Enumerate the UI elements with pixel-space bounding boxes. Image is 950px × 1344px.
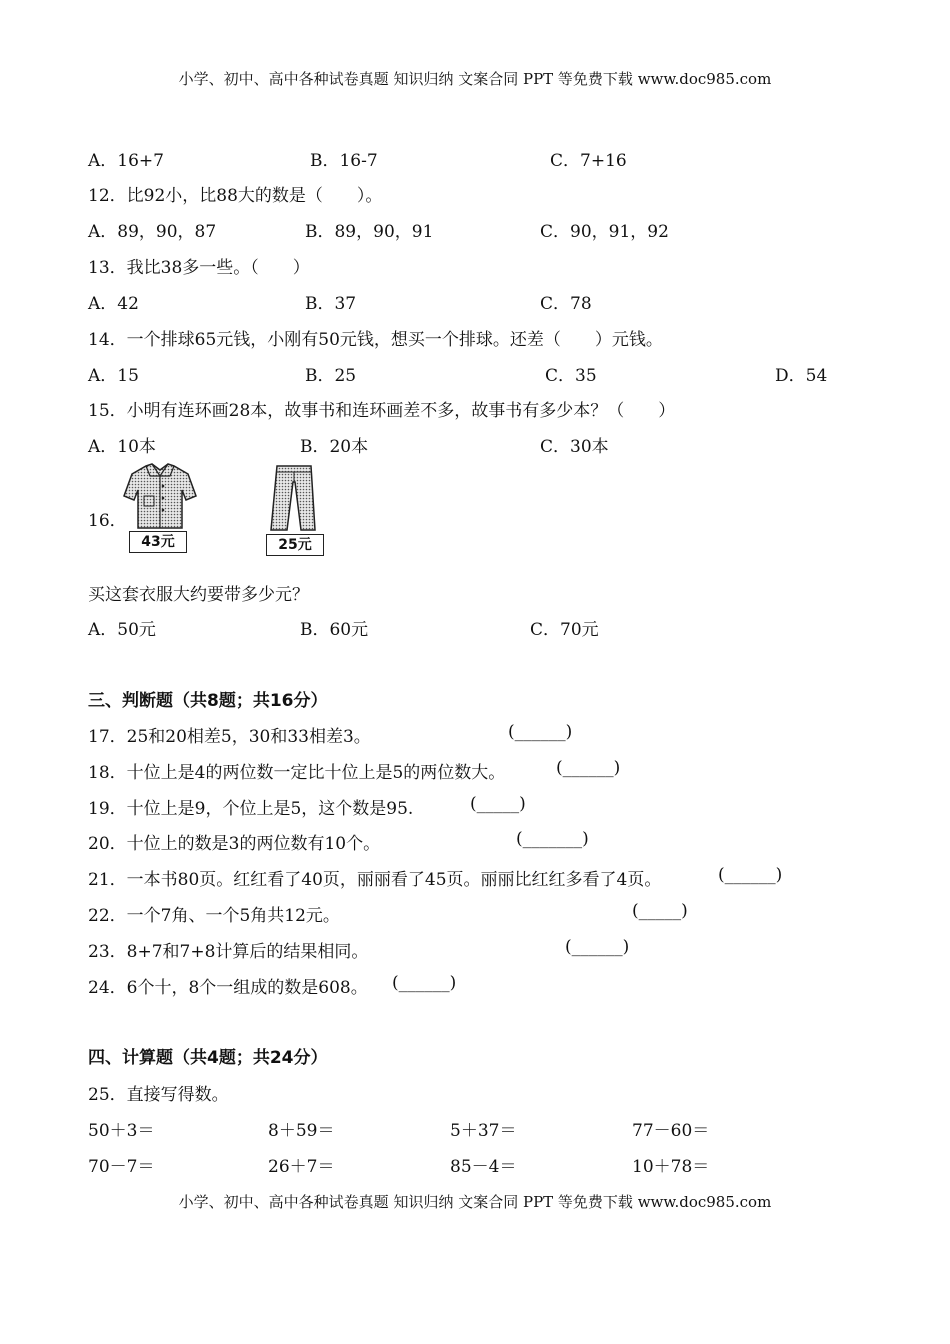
- q23-text: 23．8+7和7+8计算后的结果相同。: [88, 942, 369, 962]
- calc-r1-c3: 5＋37＝: [450, 1121, 517, 1141]
- q17-text: 17．25和20相差5，30和33相差3。: [88, 727, 371, 747]
- q16-number: 16．: [88, 511, 127, 531]
- pants-price-tag: 25元: [266, 534, 324, 556]
- calc-r2-c3: 85－4＝: [450, 1157, 517, 1177]
- q18-blank: (______): [556, 758, 621, 778]
- q15-option-c: C．30本: [540, 437, 609, 457]
- q18-text: 18．十位上是4的两位数一定比十位上是5的两位数大。: [88, 763, 506, 783]
- q12-option-c: C．90，91，92: [540, 222, 669, 242]
- q11-option-b: B．16-7: [310, 151, 378, 171]
- q16-stem: 买这套衣服大约要带多少元？: [88, 585, 309, 605]
- q22-text: 22．一个7角、一个5角共12元。: [88, 906, 340, 926]
- q11-option-a: A．16+7: [88, 151, 164, 171]
- q12-option-b: B．89，90，91: [305, 222, 434, 242]
- q14-stem: 14．一个排球65元钱，小刚有50元钱，想买一个排球。还差（ ）元钱。: [88, 330, 663, 350]
- q13-option-b: B．37: [305, 294, 357, 314]
- q23-blank: (______): [565, 937, 630, 957]
- calc-r2-c4: 10＋78＝: [632, 1157, 710, 1177]
- section3-title: 三、判断题（共8题；共16分）: [88, 691, 328, 711]
- calc-r2-c1: 70－7＝: [88, 1157, 155, 1177]
- q12-stem: 12．比92小，比88大的数是（ ）。: [88, 186, 383, 206]
- q16-option-a: A．50元: [88, 620, 156, 640]
- q25-stem: 25．直接写得数。: [88, 1085, 229, 1105]
- q14-option-c: C．35: [545, 366, 597, 386]
- q21-blank: (______): [718, 865, 783, 885]
- shirt-price-tag: 43元: [129, 531, 187, 553]
- page-header: 小学、初中、高中各种试卷真题 知识归纳 文案合同 PPT 等免费下载 www.doc985.com: [178, 70, 772, 88]
- q17-blank: (______): [508, 722, 573, 742]
- q21-text: 21．一本书80页。红红看了40页，丽丽看了45页。丽丽比红红多看了4页。: [88, 870, 662, 890]
- page-footer: 小学、初中、高中各种试卷真题 知识归纳 文案合同 PPT 等免费下载 www.doc985.com: [178, 1193, 772, 1211]
- q13-stem: 13．我比38多一些。（ ）: [88, 258, 310, 278]
- calc-r1-c1: 50＋3＝: [88, 1121, 155, 1141]
- q24-text: 24．6个十，8个一组成的数是608。: [88, 978, 368, 998]
- q15-option-a: A．10本: [88, 437, 156, 457]
- q14-option-d: D．54: [775, 366, 828, 386]
- q14-option-a: A．15: [88, 366, 139, 386]
- q14-option-b: B．25: [305, 366, 357, 386]
- q24-blank: (______): [392, 973, 457, 993]
- q19-text: 19．十位上是9，个位上是5，这个数是95.: [88, 799, 414, 819]
- q16-option-b: B．60元: [300, 620, 369, 640]
- q15-option-b: B．20本: [300, 437, 369, 457]
- section4-title: 四、计算题（共4题；共24分）: [88, 1048, 328, 1068]
- q20-text: 20．十位上的数是3的两位数有10个。: [88, 834, 381, 854]
- q15-stem: 15．小明有连环画28本，故事书和连环画差不多，故事书有多少本？（ ）: [88, 401, 676, 421]
- q12-option-a: A．89，90，87: [88, 222, 217, 242]
- q19-blank: (_____): [470, 794, 526, 814]
- calc-r1-c4: 77－60＝: [632, 1121, 710, 1141]
- q20-blank: (_______): [516, 829, 589, 849]
- q13-option-a: A．42: [88, 294, 139, 314]
- calc-r1-c2: 8＋59＝: [268, 1121, 335, 1141]
- pants-image: [263, 464, 325, 534]
- calc-r2-c2: 26＋7＝: [268, 1157, 335, 1177]
- q11-option-c: C．7+16: [550, 151, 627, 171]
- q16-option-c: C．70元: [530, 620, 599, 640]
- q13-option-c: C．78: [540, 294, 592, 314]
- shirt-image: [122, 462, 198, 532]
- q22-blank: (_____): [632, 901, 688, 921]
